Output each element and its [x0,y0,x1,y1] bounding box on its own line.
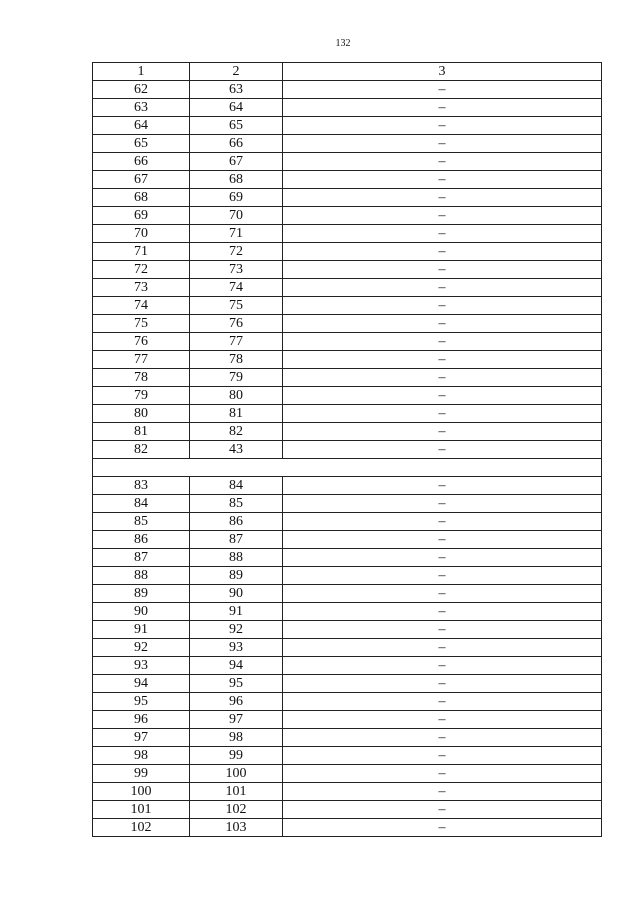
table-row [93,549,602,567]
table-cell: 64 [93,117,190,135]
table-cell: 71 [93,243,190,261]
table-cell: – [283,819,602,837]
table-cell: 96 [93,711,190,729]
table-cell: 80 [93,405,190,423]
table-cell: 86 [190,513,283,531]
table-row [93,693,602,711]
table-cell: 78 [190,351,283,369]
table-gap-cell [93,459,602,477]
table-cell: 86 [93,531,190,549]
table-row [93,765,602,783]
table-cell: – [283,369,602,387]
table-cell: 80 [190,387,283,405]
table-cell: – [283,171,602,189]
table-cell: 77 [190,333,283,351]
table-cell: 69 [93,207,190,225]
table-cell: 84 [93,495,190,513]
table-row [93,495,602,513]
table-cell: 75 [190,297,283,315]
table-row [93,261,602,279]
column-header: 3 [283,63,602,81]
table-cell: 94 [190,657,283,675]
table-cell: 93 [190,639,283,657]
table-cell: 96 [190,693,283,711]
table-cell: 74 [93,297,190,315]
table-cell: 99 [190,747,283,765]
table-cell: 81 [190,405,283,423]
table-cell: 101 [190,783,283,801]
table-cell: – [283,189,602,207]
table-body [93,63,602,837]
table-cell: 102 [93,819,190,837]
table-row [93,603,602,621]
table-cell: – [283,243,602,261]
table-cell: 87 [93,549,190,567]
table-row [93,351,602,369]
table-cell: 67 [190,153,283,171]
table-cell: – [283,765,602,783]
table-cell: 90 [190,585,283,603]
table-cell: 82 [190,423,283,441]
table-cell: – [283,261,602,279]
table-row [93,297,602,315]
table-row [93,405,602,423]
table-cell: – [283,387,602,405]
page-number: 132 [335,38,351,49]
table-header-row [93,63,602,81]
table-cell: – [283,639,602,657]
table-cell: – [283,729,602,747]
table-row [93,711,602,729]
data-table-container [92,62,598,837]
table-cell: 79 [93,387,190,405]
table-row [93,747,602,765]
table-cell: – [283,747,602,765]
table-cell: – [283,675,602,693]
table-cell: – [283,81,602,99]
table-row [93,675,602,693]
table-row [93,477,602,495]
table-cell: 95 [190,675,283,693]
table-cell: 76 [93,333,190,351]
table-cell: 100 [190,765,283,783]
data-table [92,62,602,837]
table-cell: – [283,153,602,171]
table-cell: – [283,333,602,351]
table-cell: – [283,405,602,423]
table-row [93,441,602,459]
table-cell: 64 [190,99,283,117]
table-cell: 67 [93,171,190,189]
table-cell: – [283,657,602,675]
table-cell: 83 [93,477,190,495]
table-cell: 69 [190,189,283,207]
table-cell: – [283,549,602,567]
table-row [93,567,602,585]
table-cell: 87 [190,531,283,549]
table-cell: – [283,297,602,315]
table-cell: 98 [93,747,190,765]
table-cell: – [283,279,602,297]
table-cell: 66 [93,153,190,171]
table-cell: – [283,351,602,369]
table-cell: 73 [190,261,283,279]
table-cell: 97 [190,711,283,729]
table-cell: – [283,441,602,459]
table-row [93,657,602,675]
table-cell: 82 [93,441,190,459]
table-cell: – [283,117,602,135]
table-row [93,153,602,171]
table-cell: 101 [93,801,190,819]
table-cell: – [283,99,602,117]
table-cell: 73 [93,279,190,297]
table-cell: 62 [93,81,190,99]
table-cell: 63 [190,81,283,99]
table-cell: 89 [190,567,283,585]
table-cell: 88 [190,549,283,567]
table-cell: – [283,477,602,495]
table-cell: – [283,495,602,513]
table-cell: 103 [190,819,283,837]
table-cell: – [283,315,602,333]
table-cell: 97 [93,729,190,747]
table-cell: – [283,603,602,621]
table-cell: – [283,423,602,441]
table-cell: 84 [190,477,283,495]
table-cell: 81 [93,423,190,441]
table-cell: 43 [190,441,283,459]
table-row [93,333,602,351]
table-row [93,225,602,243]
table-row [93,171,602,189]
table-row [93,513,602,531]
table-row [93,531,602,549]
table-row [93,801,602,819]
table-cell: 70 [93,225,190,243]
table-row [93,819,602,837]
table-row [93,783,602,801]
table-cell: 71 [190,225,283,243]
table-cell: – [283,567,602,585]
table-cell: 77 [93,351,190,369]
table-cell: 92 [190,621,283,639]
table-cell: 66 [190,135,283,153]
table-cell: 93 [93,657,190,675]
table-cell: 95 [93,693,190,711]
table-cell: 78 [93,369,190,387]
table-cell: 65 [190,117,283,135]
table-row [93,585,602,603]
table-row [93,387,602,405]
table-cell: 75 [93,315,190,333]
table-cell: 65 [93,135,190,153]
table-cell: 88 [93,567,190,585]
table-cell: – [283,621,602,639]
table-row [93,243,602,261]
table-cell: 76 [190,315,283,333]
table-cell: – [283,693,602,711]
table-cell: 94 [93,675,190,693]
table-row [93,81,602,99]
table-cell: 100 [93,783,190,801]
table-cell: – [283,225,602,243]
table-cell: 79 [190,369,283,387]
table-gap-row [93,459,602,477]
table-cell: – [283,801,602,819]
table-cell: 72 [190,243,283,261]
table-cell: 70 [190,207,283,225]
column-header: 1 [93,63,190,81]
table-cell: – [283,585,602,603]
table-cell: 72 [93,261,190,279]
table-row [93,729,602,747]
table-cell: – [283,783,602,801]
table-cell: 85 [190,495,283,513]
table-cell: 68 [93,189,190,207]
table-row [93,117,602,135]
column-header: 2 [190,63,283,81]
table-row [93,621,602,639]
table-cell: 91 [93,621,190,639]
table-row [93,189,602,207]
table-cell: 102 [190,801,283,819]
table-row [93,207,602,225]
table-cell: 90 [93,603,190,621]
table-row [93,135,602,153]
table-cell: 99 [93,765,190,783]
table-cell: 74 [190,279,283,297]
table-cell: 68 [190,171,283,189]
table-cell: – [283,711,602,729]
table-row [93,99,602,117]
table-cell: 98 [190,729,283,747]
table-row [93,315,602,333]
table-row [93,423,602,441]
table-cell: 85 [93,513,190,531]
table-cell: 92 [93,639,190,657]
table-cell: – [283,135,602,153]
table-cell: – [283,531,602,549]
table-cell: – [283,513,602,531]
table-cell: – [283,207,602,225]
table-cell: 63 [93,99,190,117]
table-row [93,639,602,657]
table-cell: 89 [93,585,190,603]
table-cell: 91 [190,603,283,621]
table-row [93,369,602,387]
table-row [93,279,602,297]
